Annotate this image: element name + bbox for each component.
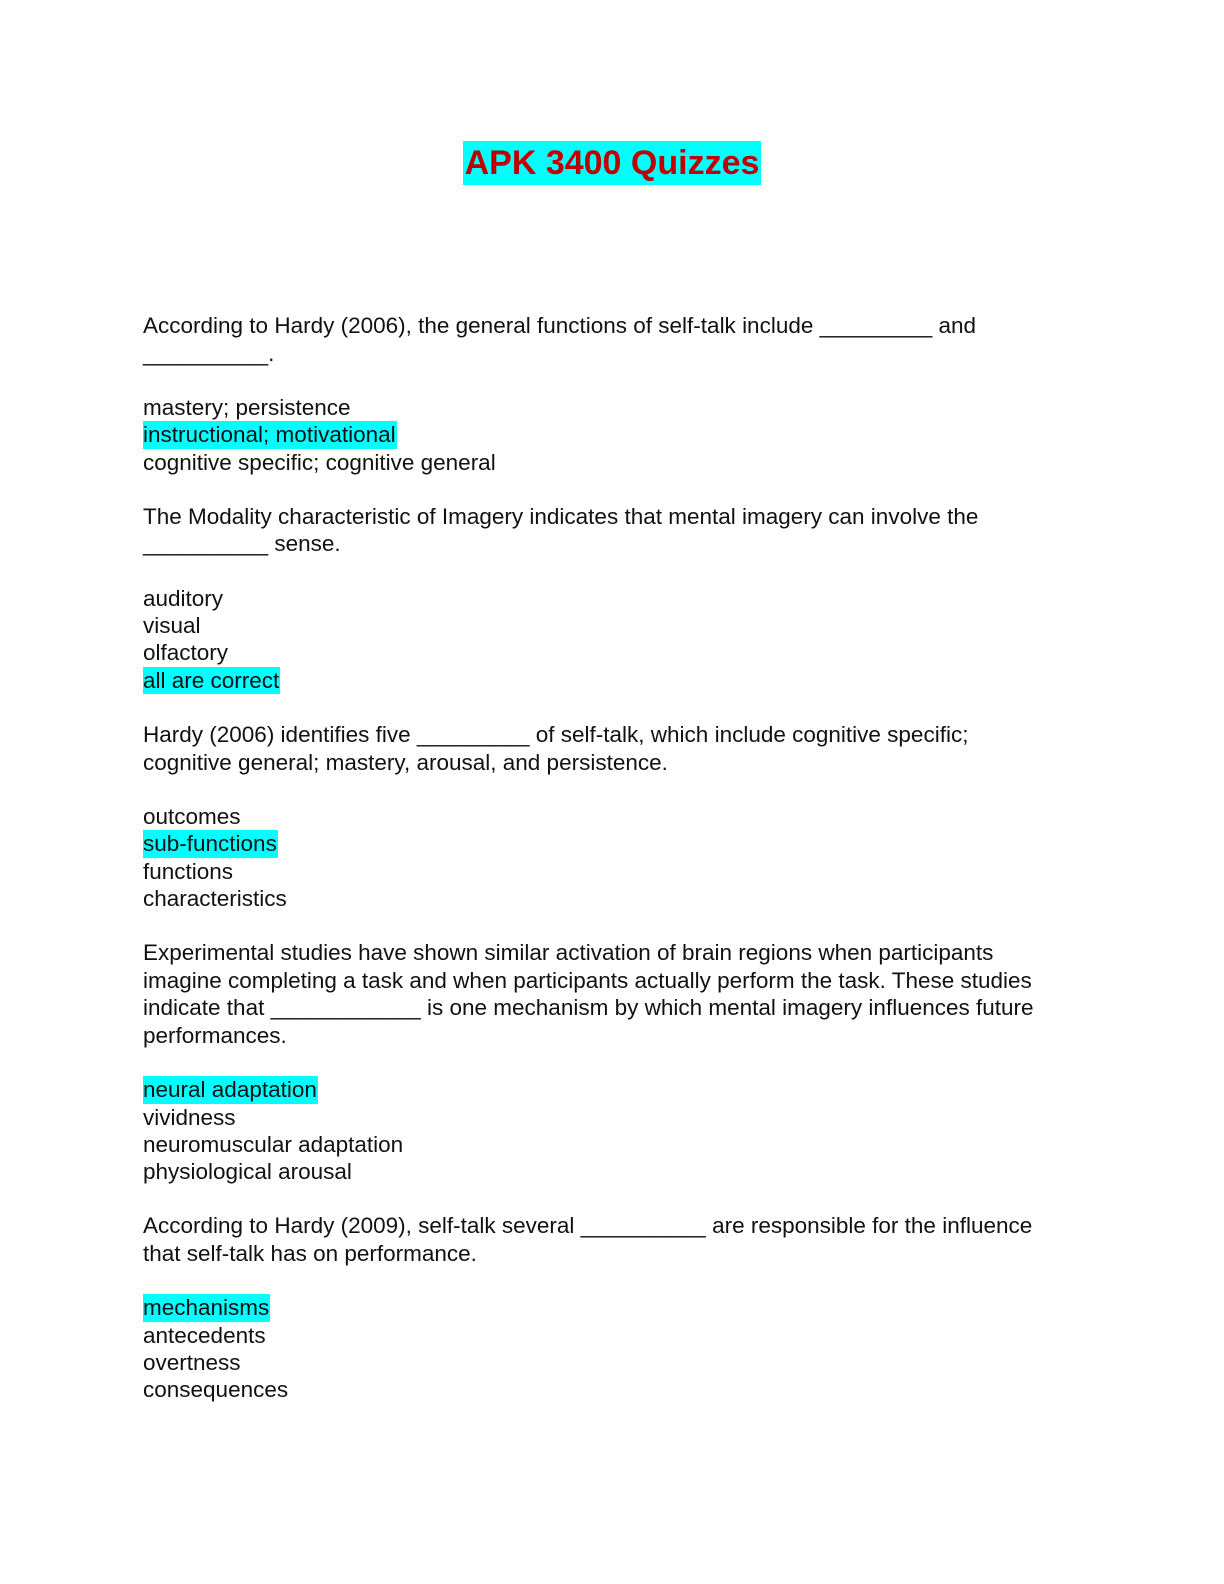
- answer-option: physiological arousal: [143, 1159, 352, 1185]
- answer-option: functions: [143, 858, 234, 884]
- answer-option-correct: neural adaptation: [143, 1077, 317, 1103]
- answer-option: neuromuscular adaptation: [143, 1131, 404, 1157]
- question-block-1: [143, 312, 1063, 476]
- answer-option: consequences: [143, 1377, 289, 1403]
- answer-options: [143, 1294, 1063, 1403]
- answer-option: characteristics: [143, 885, 287, 911]
- question-block-2: [143, 503, 1063, 694]
- answer-option-correct: sub-functions: [143, 831, 277, 857]
- answer-options: [143, 1076, 1063, 1185]
- answer-option: auditory: [143, 585, 224, 611]
- answer-option: antecedents: [143, 1322, 266, 1348]
- answer-option: cognitive specific; cognitive general: [143, 449, 496, 475]
- answer-options: [143, 585, 1063, 694]
- answer-option-correct: all are correct: [143, 667, 280, 693]
- document-title: APK 3400 Quizzes: [463, 141, 762, 185]
- quiz-content: [143, 312, 1063, 1431]
- answer-option: olfactory: [143, 640, 229, 666]
- answer-option: visual: [143, 613, 201, 639]
- answer-option: mastery; persistence: [143, 395, 351, 420]
- answer-option: outcomes: [143, 804, 241, 830]
- question-text: Experimental studies have shown similar activation of brain regions when participants imagine completing a task and when participants actually perform the task. These studies indicate that ____________ is one mechanism by which mental imagery influences future performances.: [143, 940, 1034, 1048]
- question-text: The Modality characteristic of Imagery indicates that mental imagery can involve the __________ sense.: [143, 503, 979, 557]
- answer-option: vividness: [143, 1104, 236, 1130]
- question-block-4: [143, 939, 1063, 1185]
- question-text: According to Hardy (2009), self-talk several __________ are responsible for the influence that self-talk has on performance.: [143, 1213, 1033, 1266]
- question-text: Hardy (2006) identifies five _________ of self-talk, which include cognitive specific; cognitive general; mastery, arousal, and persistence.: [143, 722, 969, 775]
- answer-option-correct: mechanisms: [143, 1295, 270, 1321]
- title-area: [0, 141, 1224, 185]
- answer-options: [143, 394, 1063, 476]
- question-block-5: [143, 1212, 1063, 1403]
- answer-option: overtness: [143, 1350, 241, 1376]
- answer-option-correct: instructional; motivational: [143, 422, 396, 448]
- answer-options: [143, 803, 1063, 912]
- question-block-3: [143, 721, 1063, 912]
- question-text: According to Hardy (2006), the general functions of self-talk include _________ and __________.: [143, 313, 977, 366]
